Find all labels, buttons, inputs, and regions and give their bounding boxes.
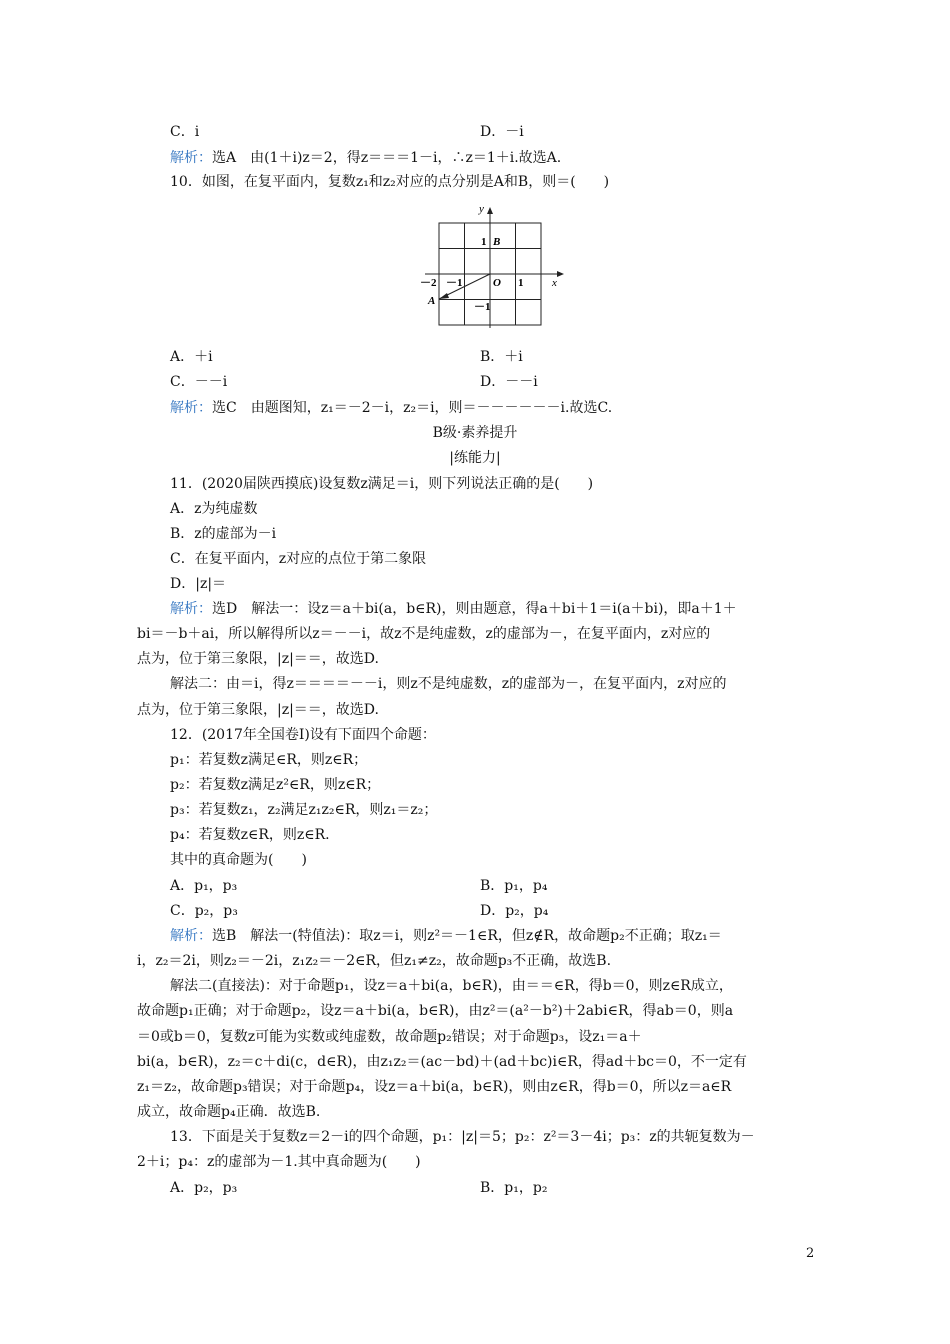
question-10: 10．如图，在复平面内，复数z₁和z₂对应的点分别是A和B，则＝( ): [170, 174, 610, 190]
question-11: 11．(2020届陕西摸底)设复数z满足＝i，则下列说法正确的是( ): [170, 476, 594, 492]
text-line: i，z₂＝2i，则z₂＝－2i，z₁z₂＝－2∈R，但z₁≠z₂，故命题p₃不正确，故选B.: [137, 953, 612, 969]
option-b: B．p₁，p₄: [480, 878, 548, 894]
vector-a-arrow-icon: [439, 293, 449, 299]
tick-1-y: 1: [481, 236, 487, 248]
tick-neg1-x: －1: [446, 277, 463, 289]
option-b: B．p₁，p₂: [480, 1180, 548, 1196]
question-13: 13．下面是关于复数z＝2－i的四个命题，p₁：|z|＝5；p₂：z²＝3－4i；p₃：z的共轭复数为－: [170, 1129, 755, 1145]
x-arrow-icon: [557, 271, 564, 277]
option-a: A．＋i: [170, 349, 213, 365]
option-d: D．p₂，p₄: [480, 903, 549, 919]
text-line: 2＋i；p₄：z的虚部为－1.其中真命题为( ): [137, 1154, 421, 1170]
text-line: ＝0或b＝0，复数z可能为实数或纯虚数，故命题p₂错误；对于命题p₃，设z₁＝a＋: [137, 1029, 642, 1045]
analysis-label: 解析：: [170, 150, 212, 166]
complex-plane-figure: [420, 198, 570, 328]
text-line: 点为，位于第三象限，|z|＝＝，故选D.: [137, 651, 379, 667]
text-line: 解法二(直接法)：对于命题p₁，设z＝a＋bi(a，b∈R)，由＝＝∈R，得b＝0，则z∈R成立，: [170, 978, 733, 994]
option-c: C．在复平面内，z对应的点位于第二象限: [170, 551, 427, 567]
text-line: bi(a，b∈R)，z₂＝c＋di(c，d∈R)，由z₁z₂＝(ac－bd)＋(ad＋bc)i∈R，得ad＋bc＝0，不一定有: [137, 1054, 747, 1070]
option-d: D．－－i: [480, 374, 538, 390]
option-c: C．－－i: [170, 374, 228, 390]
tick-neg1-y: －1: [474, 301, 491, 313]
analysis-text: 选A 由(1＋i)z＝2，得z＝＝＝1－i，∴z＝1＋i.故选A.: [212, 150, 562, 166]
section-heading: B级·素养提升: [432, 425, 518, 441]
text-line: bi＝－b＋ai，所以解得所以z＝－－i，故z不是纯虚数，z的虚部为－，在复平面内，z对应的: [137, 626, 711, 642]
analysis-text: 选B 解法一(特值法)：取z＝i，则z²＝－1∈R，但z∉R，故命题p₂不正确；取z₁＝: [212, 928, 722, 944]
text-line: 成立，故命题p₄正确．故选B.: [137, 1104, 321, 1120]
analysis-label: 解析：: [170, 400, 212, 416]
proposition-p2: p₂：若复数z满足z²∈R，则z∈R；: [170, 777, 381, 793]
analysis-line: [170, 599, 737, 619]
text-line: 点为，位于第三象限，|z|＝＝，故选D.: [137, 702, 379, 718]
option-c: C．i: [170, 124, 200, 140]
section-subheading: |练能力|: [449, 450, 501, 466]
proposition-p3: p₃：若复数z₁，z₂满足z₁z₂∈R，则z₁＝z₂；: [170, 802, 438, 818]
point-a: A: [428, 295, 436, 307]
proposition-p4: p₄：若复数z∈R，则z∈R.: [170, 827, 330, 843]
y-arrow-icon: [487, 207, 493, 214]
proposition-p1: p₁：若复数z满足∈R，则z∈R；: [170, 752, 368, 768]
text-line: 故命题p₁正确；对于命题p₂，设z＝a＋bi(a，b∈R)，由z²＝(a²－b²)＋2abi∈R，得ab＝0，则a: [137, 1003, 734, 1019]
tick-1-x: 1: [518, 277, 524, 289]
option-a: A．p₂，p₃: [170, 1180, 238, 1196]
analysis-label: 解析：: [170, 928, 212, 944]
page-number: 2: [806, 1246, 815, 1261]
option-b: B．＋i: [480, 349, 523, 365]
analysis-text: 选C 由题图知，z₁＝－2－i，z₂＝i，则＝－－－－－－i.故选C.: [212, 400, 613, 416]
question-12: 12．(2017年全国卷Ⅰ)设有下面四个命题：: [170, 727, 436, 743]
point-b: B: [493, 236, 501, 248]
y-label: y: [479, 203, 484, 215]
question-prompt: 其中的真命题为( ): [170, 852, 307, 868]
option-b: B．z的虚部为－i: [170, 526, 277, 542]
option-a: A．p₁，p₃: [170, 878, 238, 894]
option-d: D．－i: [480, 124, 524, 140]
x-label: x: [552, 277, 557, 289]
analysis-line: [170, 926, 722, 946]
analysis-line: [170, 398, 612, 418]
origin-label: O: [493, 277, 501, 289]
analysis-text: 选D 解法一：设z＝a＋bi(a，b∈R)，则由题意，得a＋bi＋1＝i(a＋bi)，即a＋1＋: [212, 601, 737, 617]
option-a: A．z为纯虚数: [170, 501, 258, 517]
analysis-label: 解析：: [170, 601, 212, 617]
option-c: C．p₂，p₃: [170, 903, 238, 919]
text-line: 解法二：由＝i，得z＝＝＝＝－－i，则z不是纯虚数，z的虚部为－，在复平面内，z对应的: [170, 676, 727, 692]
analysis-line: [170, 148, 561, 168]
text-line: z₁＝z₂，故命题p₃错误；对于命题p₄，设z＝a＋bi(a，b∈R)，则由z∈R，得b＝0，所以z＝a∈R: [137, 1079, 732, 1095]
option-d: D．|z|＝: [170, 576, 227, 592]
tick-neg2: －2: [420, 277, 437, 289]
